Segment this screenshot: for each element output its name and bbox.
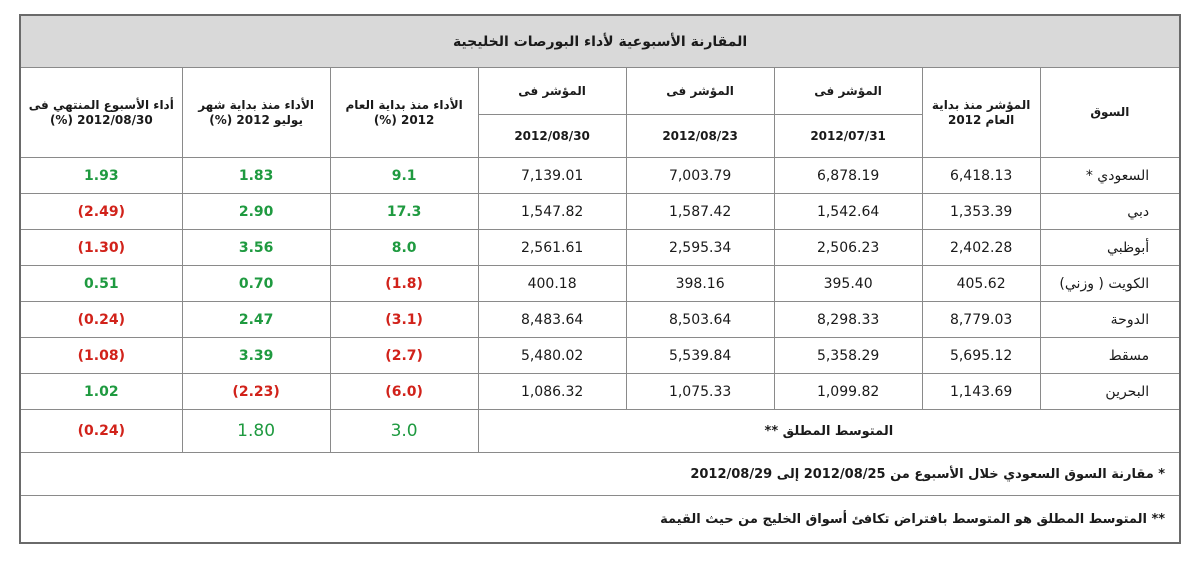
header-perf-july: الأداء منذ بداية شهر يوليو 2012 (%): [182, 68, 330, 158]
header-index-in-2: المؤشر فى: [626, 68, 774, 115]
index-jul31: 8,298.33: [774, 302, 922, 338]
header-index-start-year: المؤشر منذ بداية العام 2012: [922, 68, 1040, 158]
perf-week: 1.02: [20, 374, 182, 410]
perf-ytd: (2.7): [330, 338, 478, 374]
average-since-july: 1.80: [182, 410, 330, 453]
index-start: 8,779.03: [922, 302, 1040, 338]
index-aug23: 1,587.42: [626, 194, 774, 230]
index-jul31: 5,358.29: [774, 338, 922, 374]
perf-ytd: (3.1): [330, 302, 478, 338]
perf-since-july: 3.56: [182, 230, 330, 266]
average-row: [20, 410, 1180, 453]
perf-ytd: 9.1: [330, 158, 478, 194]
table-row: [20, 302, 1180, 338]
market-name: دبي: [1040, 194, 1180, 230]
table-row: [20, 338, 1180, 374]
index-aug30: 2,561.61: [478, 230, 626, 266]
table-row: [20, 230, 1180, 266]
index-jul31: 1,099.82: [774, 374, 922, 410]
index-aug23: 2,595.34: [626, 230, 774, 266]
index-aug30: 1,547.82: [478, 194, 626, 230]
header-date-0823: 2012/08/23: [626, 115, 774, 158]
index-start: 405.62: [922, 266, 1040, 302]
header-index-in-1: المؤشر فى: [774, 68, 922, 115]
perf-since-july: 2.90: [182, 194, 330, 230]
gulf-markets-comparison-table: [19, 14, 1181, 544]
index-jul31: 395.40: [774, 266, 922, 302]
header-date-0731: 2012/07/31: [774, 115, 922, 158]
perf-since-july: 3.39: [182, 338, 330, 374]
table-row: [20, 158, 1180, 194]
market-name: السعودي *: [1040, 158, 1180, 194]
average-label: المتوسط المطلق **: [478, 410, 1180, 453]
perf-week: (0.24): [20, 302, 182, 338]
perf-since-july: (2.23): [182, 374, 330, 410]
index-aug30: 5,480.02: [478, 338, 626, 374]
footnote-average: ** المتوسط المطلق هو المتوسط بافتراض تكافئ أسواق الخليج من حيث القيمة: [20, 496, 1180, 544]
index-aug23: 398.16: [626, 266, 774, 302]
market-name: مسقط: [1040, 338, 1180, 374]
index-aug23: 1,075.33: [626, 374, 774, 410]
index-aug23: 8,503.64: [626, 302, 774, 338]
perf-ytd: 17.3: [330, 194, 478, 230]
comparison-table-container: [19, 14, 1179, 544]
index-jul31: 2,506.23: [774, 230, 922, 266]
index-aug30: 400.18: [478, 266, 626, 302]
index-start: 5,695.12: [922, 338, 1040, 374]
index-aug30: 1,086.32: [478, 374, 626, 410]
index-aug23: 5,539.84: [626, 338, 774, 374]
perf-since-july: 0.70: [182, 266, 330, 302]
header-perf-week: أداء الأسبوع المنتهي فى 2012/08/30 (%): [20, 68, 182, 158]
header-market: السوق: [1040, 68, 1180, 158]
perf-week: (2.49): [20, 194, 182, 230]
perf-ytd: 8.0: [330, 230, 478, 266]
index-jul31: 1,542.64: [774, 194, 922, 230]
index-start: 1,143.69: [922, 374, 1040, 410]
index-start: 2,402.28: [922, 230, 1040, 266]
table-row: [20, 266, 1180, 302]
index-aug23: 7,003.79: [626, 158, 774, 194]
perf-week: 0.51: [20, 266, 182, 302]
perf-since-july: 2.47: [182, 302, 330, 338]
market-name: الدوحة: [1040, 302, 1180, 338]
perf-week: (1.08): [20, 338, 182, 374]
perf-since-july: 1.83: [182, 158, 330, 194]
perf-week: 1.93: [20, 158, 182, 194]
market-name: الكويت ( وزني): [1040, 266, 1180, 302]
average-week: (0.24): [20, 410, 182, 453]
table-row: [20, 194, 1180, 230]
index-aug30: 8,483.64: [478, 302, 626, 338]
market-name: أبوظبي: [1040, 230, 1180, 266]
header-perf-year: الأداء منذ بداية العام 2012 (%): [330, 68, 478, 158]
perf-week: (1.30): [20, 230, 182, 266]
index-aug30: 7,139.01: [478, 158, 626, 194]
index-start: 1,353.39: [922, 194, 1040, 230]
header-index-in-3: المؤشر فى: [478, 68, 626, 115]
perf-ytd: (6.0): [330, 374, 478, 410]
index-start: 6,418.13: [922, 158, 1040, 194]
table-row: [20, 374, 1180, 410]
table-title: المقارنة الأسبوعية لأداء البورصات الخليجية: [20, 15, 1180, 68]
average-ytd: 3.0: [330, 410, 478, 453]
header-date-0830: 2012/08/30: [478, 115, 626, 158]
index-jul31: 6,878.19: [774, 158, 922, 194]
market-name: البحرين: [1040, 374, 1180, 410]
perf-ytd: (1.8): [330, 266, 478, 302]
footnote-saudi: * مقارنة السوق السعودي خلال الأسبوع من 2012/08/25 إلى 2012/08/29: [20, 453, 1180, 496]
